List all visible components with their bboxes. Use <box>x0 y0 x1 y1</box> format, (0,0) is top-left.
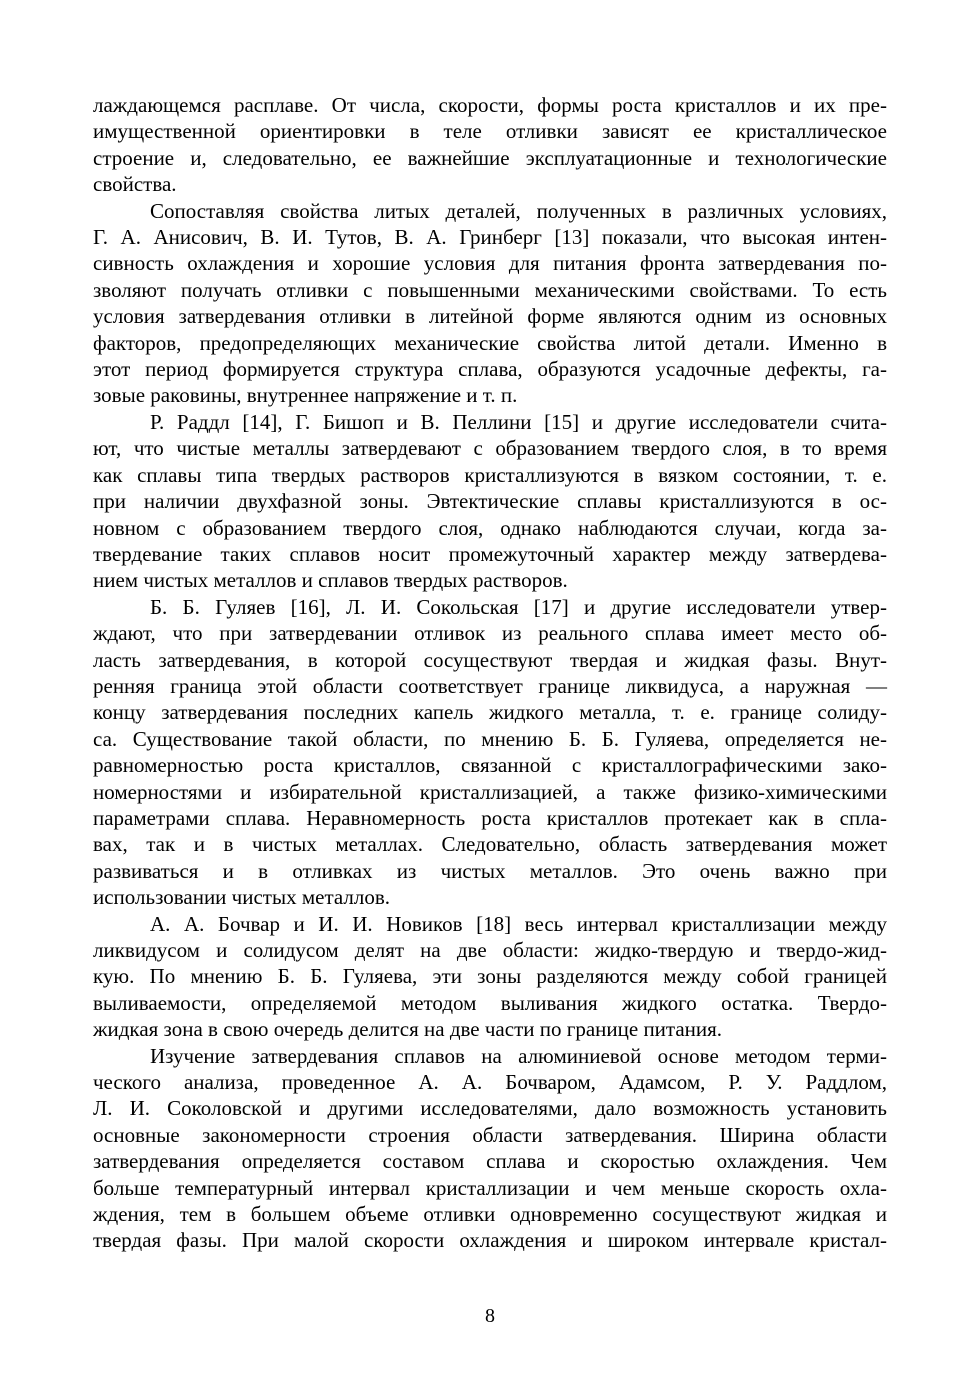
text-line: использовании чистых металлов. <box>93 885 391 910</box>
text-line: Р. Раддл [14], Г. Бишоп и В. Пеллини [15] и другие исследователи счита- <box>150 409 887 434</box>
text-line: имущественной ориентировки в теле отливки зависят ее кристаллическое <box>93 119 887 144</box>
text-line: кую. По мнению Б. Б. Гуляева, эти зоны разделяются между собой границей <box>93 964 887 989</box>
text-line: Изучение затвердевания сплавов на алюминиевой основе методом терми- <box>150 1043 887 1068</box>
text-line: при наличии двухфазной зоны. Эвтектические сплавы кристаллизуются в ос- <box>93 489 887 514</box>
page-body <box>93 92 887 1254</box>
paragraph <box>93 409 887 594</box>
text-line: новном с образованием твердого слоя, однако наблюдаются случаи, когда за- <box>93 515 887 540</box>
text-line: ласть затвердевания, в которой сосуществуют твердая и жидкая фазы. Внут- <box>93 647 887 672</box>
text-line: са. Существование такой области, по мнению Б. Б. Гуляева, определяется не- <box>93 726 887 751</box>
text-line: жидкая зона в свою очередь делится на две части по границе питания. <box>93 1017 723 1042</box>
text-line: ждения, тем в большем объеме отливки одновременно сосуществуют жидкая и <box>93 1202 887 1227</box>
text-line: больше температурный интервал кристаллизации и чем меньше скорость охла- <box>93 1175 887 1200</box>
text-line: твердевание таких сплавов носит промежуточный характер между затвердева- <box>93 541 887 566</box>
text-line: Л. И. Соколовской и другими исследователями, дало возможность установить <box>93 1096 887 1121</box>
text-line: строение и, следовательно, ее важнейшие эксплуатационные и технологические <box>93 145 887 170</box>
text-line: концу затвердевания последних капель жидкого металла, т. е. границе солиду- <box>93 700 887 725</box>
text-line: свойства. <box>93 172 177 197</box>
text-line: зволяют получать отливки с повышенными механическими свойствами. То есть <box>93 277 887 302</box>
text-line: зовые раковины, внутреннее напряжение и т. п. <box>93 383 518 408</box>
text-line: А. А. Бочвар и И. И. Новиков [18] весь интервал кристаллизации между <box>150 911 887 936</box>
text-line: как сплавы типа твердых растворов кристаллизуются в вязком состоянии, т. е. <box>93 462 887 487</box>
paragraph <box>93 92 887 198</box>
text-line: параметрами сплава. Неравномерность роста кристаллов протекает как в спла- <box>93 805 887 830</box>
text-line: ренняя граница этой области соответствует границе ликвидуса, а наружная — <box>93 673 887 698</box>
text-line: ждают, что при затвердевании отливок из реального сплава имеет место об- <box>93 621 887 646</box>
text-line: факторов, предопределяющих механические свойства литой детали. Именно в <box>93 330 887 355</box>
text-line: ческого анализа, проведенное А. А. Бочваром, Адамсом, Р. У. Раддлом, <box>93 1070 887 1095</box>
paragraph <box>93 1043 887 1254</box>
text-line: лаждающемся расплаве. От числа, скорости, формы роста кристаллов и их пре- <box>93 93 887 117</box>
paragraph <box>93 198 887 409</box>
text-line: ют, что чистые металлы затвердевают с образованием твердого слоя, в то время <box>93 436 887 461</box>
text-line: Г. А. Анисович, В. И. Тутов, В. А. Гринберг [13] показали, что высокая интен- <box>93 225 887 250</box>
text-line: Б. Б. Гуляев [16], Л. И. Сокольская [17] и другие исследователи утвер- <box>150 594 887 619</box>
text-line: затвердевания определяется составом сплава и скоростью охлаждения. Чем <box>93 1149 887 1174</box>
text-line: ликвидусом и солидусом делят на две области: жидко-твердую и твердо-жид- <box>93 938 887 962</box>
text-line: номерностями и избирательной кристаллизацией, а также физико-химическими <box>93 779 887 804</box>
paragraph <box>93 594 887 911</box>
text-line: Сопоставляя свойства литых деталей, полученных в различных условиях, <box>150 198 887 223</box>
text-line: этот период формируется структура сплава, образуются усадочные дефекты, га- <box>93 357 887 382</box>
text-line: твердая фазы. При малой скорости охлаждения и широком интервале кристал- <box>93 1228 887 1253</box>
text-line: равномерностью роста кристаллов, связанной с кристаллографическими зако- <box>93 753 887 778</box>
text-line: условия затвердевания отливки в литейной форме являются одним из основных <box>93 304 887 329</box>
text-line: развиваться и в отливках из чистых металлов. Это очень важно при <box>93 858 887 883</box>
text-line: основные закономерности строения области затвердевания. Ширина области <box>93 1122 887 1147</box>
paragraph <box>93 911 887 1043</box>
text-line: сивность охлаждения и хорошие условия для питания фронта затвердевания по- <box>93 251 887 276</box>
text-line: вах, так и в чистых металлах. Следовательно, область затвердевания может <box>93 832 887 857</box>
text-line: нием чистых металлов и сплавов твердых растворов. <box>93 568 568 593</box>
page-number: 8 <box>485 1305 495 1327</box>
text-line: выливаемости, определяемой методом выливания жидкого остатка. Твердо- <box>93 990 887 1015</box>
